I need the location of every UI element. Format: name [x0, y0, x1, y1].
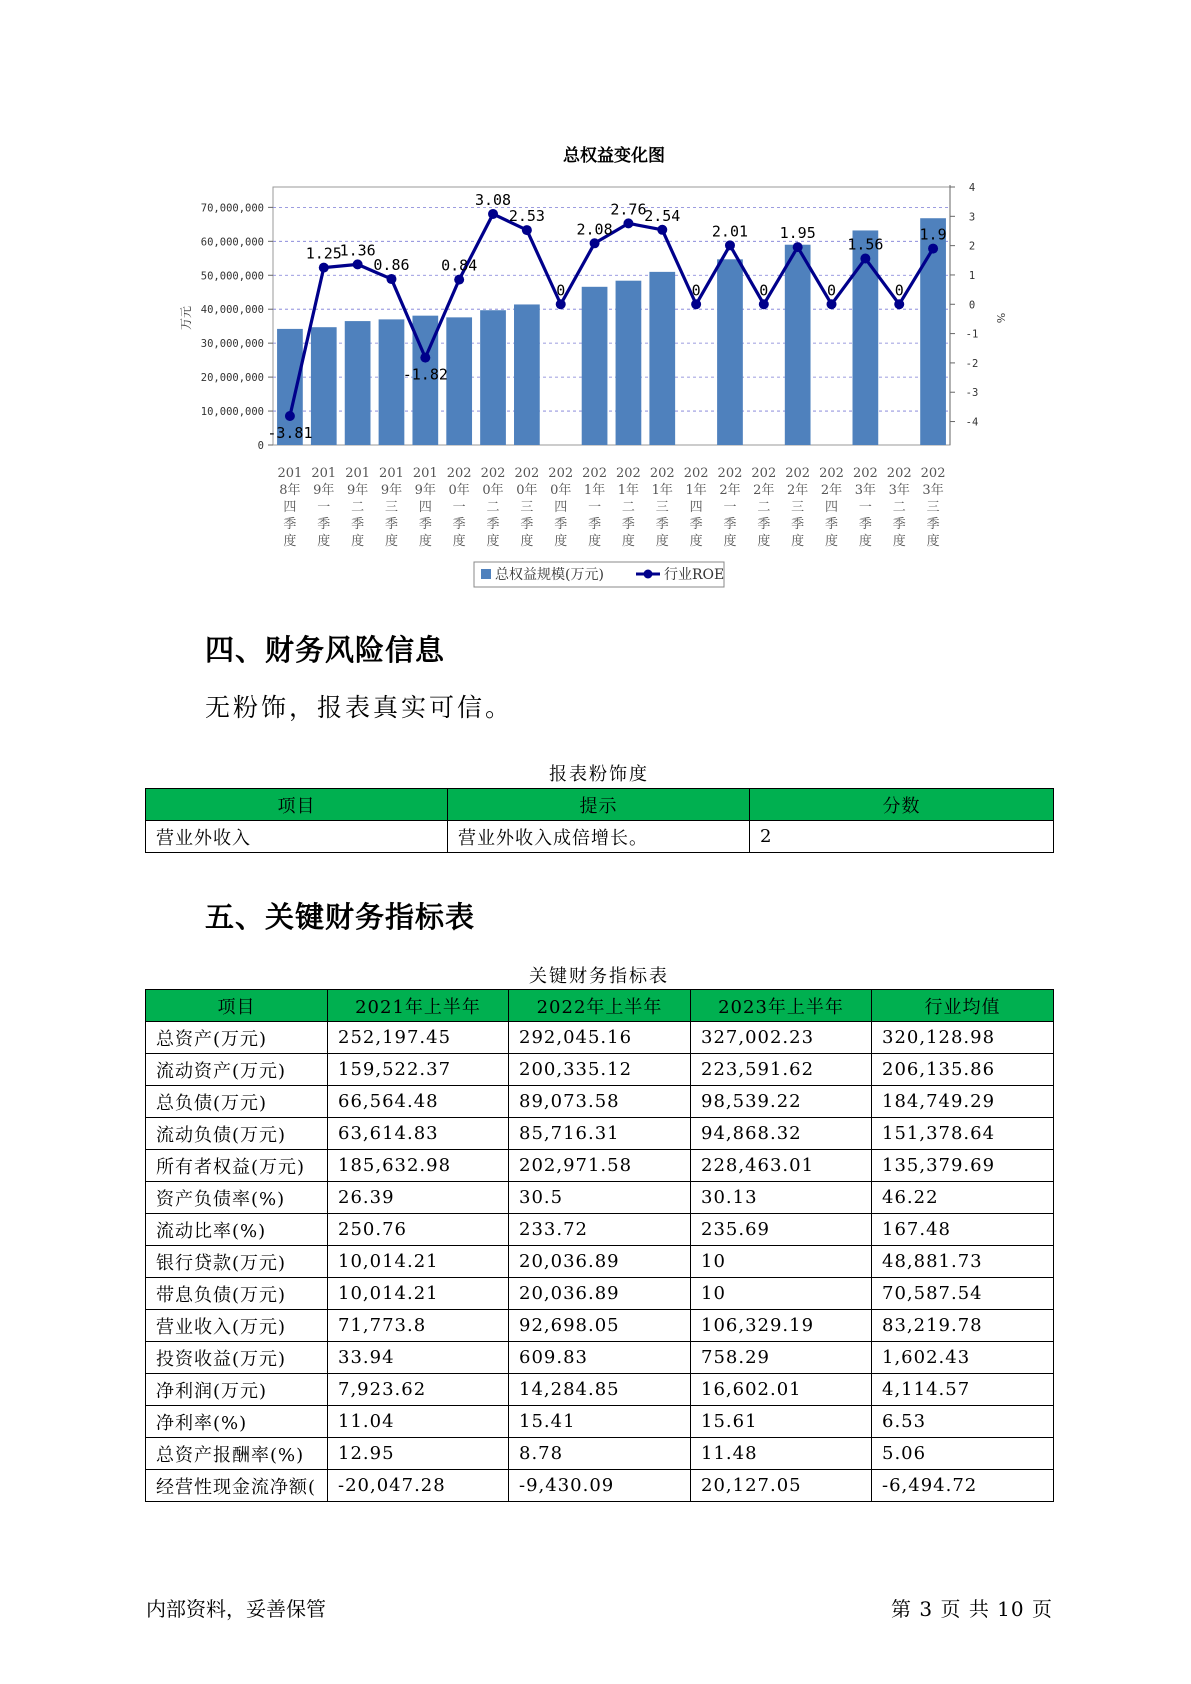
x-tick-label: 201	[379, 466, 404, 481]
cell-value: 12.95	[328, 1438, 509, 1470]
window-dressing-table-caption: 报表粉饰度	[549, 764, 649, 785]
x-tick-label: 二	[351, 500, 365, 515]
bar	[345, 321, 371, 445]
cell-value: 184,749.29	[872, 1086, 1054, 1118]
col-header-item: 项目	[146, 789, 448, 821]
cell-value: 83,219.78	[872, 1310, 1054, 1342]
cell-value: 609.83	[509, 1342, 691, 1374]
cell-value: 235.69	[691, 1214, 872, 1246]
cell-indicator-name: 营业收入(万元)	[146, 1310, 328, 1342]
x-tick-label: 度	[621, 534, 635, 549]
left-tick-label: 70,000,000	[200, 202, 264, 215]
roe-data-label: -3.81	[267, 423, 313, 442]
x-tick-label: 季	[791, 517, 805, 532]
bar	[514, 304, 540, 445]
table-row	[146, 1374, 1054, 1406]
x-tick-label: 202	[717, 466, 743, 481]
x-tick-label: 度	[418, 534, 432, 549]
roe-point	[590, 238, 600, 248]
cell-value: 16,602.01	[691, 1374, 872, 1406]
roe-point	[894, 299, 904, 309]
equity-chart	[0, 0, 1191, 600]
x-tick-label: 度	[791, 534, 805, 549]
chart-title: 总权益变化图	[563, 146, 665, 166]
table-row	[146, 1150, 1054, 1182]
right-tick-label: -1	[965, 328, 979, 341]
table-row	[146, 1182, 1054, 1214]
cell-value: 85,716.31	[509, 1118, 691, 1150]
bar	[582, 287, 608, 445]
cell-value: 202,971.58	[509, 1150, 691, 1182]
roe-data-label: 1.36	[339, 241, 376, 260]
cell-value: -6,494.72	[872, 1470, 1054, 1502]
left-tick-label: 0	[257, 440, 264, 452]
cell-value: 15.41	[509, 1406, 691, 1438]
x-tick-label: 季	[723, 517, 737, 532]
roe-point	[420, 353, 430, 363]
roe-data-label: 2.53	[508, 207, 545, 226]
roe-point	[725, 240, 735, 250]
x-tick-label: 9年	[346, 483, 369, 498]
x-tick-label: 季	[452, 517, 466, 532]
cell-indicator-name: 带息负债(万元)	[146, 1278, 328, 1310]
cell-value: 66,564.48	[328, 1086, 509, 1118]
x-tick-label: 3年	[854, 483, 877, 498]
right-tick-label: 4	[968, 182, 976, 194]
right-tick-label: 2	[968, 240, 976, 253]
right-tick-label: 3	[968, 211, 976, 224]
col-header-item: 项目	[146, 990, 328, 1022]
x-tick-label: 度	[486, 534, 500, 549]
x-tick-label: 二	[892, 500, 906, 515]
cell-value: 89,073.58	[509, 1086, 691, 1118]
x-tick-label: 202	[514, 466, 540, 481]
x-tick-label: 1年	[651, 483, 673, 498]
x-tick-label: 1年	[685, 483, 707, 498]
x-tick-label: 202	[920, 466, 946, 481]
x-tick-label: 四	[554, 500, 568, 515]
cell-score: 2	[750, 821, 1054, 853]
cell-value: 159,522.37	[328, 1054, 509, 1086]
cell-value: 92,698.05	[509, 1310, 691, 1342]
cell-indicator-name: 资产负债率(%)	[146, 1182, 328, 1214]
legend-bar-label: 总权益规模(万元)	[495, 567, 604, 583]
roe-point	[522, 225, 532, 235]
section4-title: 四、财务风险信息	[205, 633, 446, 667]
cell-value: -20,047.28	[328, 1470, 509, 1502]
left-tick-label: 60,000,000	[200, 236, 264, 249]
x-tick-label: 度	[554, 534, 568, 549]
x-tick-label: 度	[317, 534, 331, 549]
x-tick-label: 0年	[482, 483, 504, 498]
left-axis-label: 万元	[179, 305, 193, 331]
x-tick-label: 201	[345, 466, 371, 481]
roe-data-label: 0	[759, 281, 769, 300]
left-tick-label: 10,000,000	[200, 406, 264, 419]
x-tick-label: 度	[892, 534, 906, 549]
table-row	[146, 1342, 1054, 1374]
cell-value: 250.76	[328, 1214, 509, 1246]
cell-hint: 营业外收入成倍增长。	[448, 821, 750, 853]
right-tick-label: -2	[965, 357, 979, 370]
x-tick-label: 0年	[448, 483, 470, 498]
cell-value: 10,014.21	[328, 1246, 509, 1278]
cell-value: 135,379.69	[872, 1150, 1054, 1182]
x-tick-label: 二	[486, 500, 500, 515]
cell-value: 7,923.62	[328, 1374, 509, 1406]
cell-value: 228,463.01	[691, 1150, 872, 1182]
right-tick-label: -3	[965, 387, 979, 400]
x-tick-label: 2年	[787, 483, 809, 498]
x-tick-label: 度	[689, 534, 703, 549]
cell-value: 98,539.22	[691, 1086, 872, 1118]
legend-line-marker	[644, 570, 653, 579]
x-tick-label: 202	[446, 466, 472, 481]
cell-indicator-name: 流动负债(万元)	[146, 1118, 328, 1150]
left-tick-label: 40,000,000	[200, 304, 264, 317]
x-tick-label: 3年	[888, 483, 910, 498]
x-tick-label: 202	[683, 466, 709, 481]
roe-data-label: 1.56	[847, 235, 884, 254]
cell-value: 94,868.32	[691, 1118, 872, 1150]
x-tick-label: 202	[785, 466, 811, 481]
table-row	[146, 1406, 1054, 1438]
cell-value: -9,430.09	[509, 1470, 691, 1502]
cell-value: 46.22	[872, 1182, 1054, 1214]
legend-bar-swatch	[481, 569, 491, 579]
x-tick-label: 2年	[753, 483, 775, 498]
col-header-hint: 提示	[448, 789, 750, 821]
cell-indicator-name: 净利润(万元)	[146, 1374, 328, 1406]
x-tick-label: 1年	[583, 483, 606, 498]
roe-data-label: 2.54	[644, 206, 681, 225]
right-tick-label: -4	[965, 416, 979, 429]
cell-value: 206,135.86	[872, 1054, 1054, 1086]
cell-indicator-name: 总资产(万元)	[146, 1022, 328, 1054]
roe-data-label: 0	[556, 281, 566, 300]
x-tick-label: 202	[649, 466, 675, 481]
cell-value: 70,587.54	[872, 1278, 1054, 1310]
roe-data-label: 1.95	[779, 224, 816, 243]
table-row	[146, 1438, 1054, 1470]
x-tick-label: 202	[480, 466, 506, 481]
roe-data-label: 0	[894, 281, 904, 300]
x-tick-label: 三	[926, 500, 940, 515]
x-tick-label: 季	[689, 517, 703, 532]
cell-value: 71,773.8	[328, 1310, 509, 1342]
x-tick-label: 季	[520, 517, 534, 532]
table-row	[146, 1086, 1054, 1118]
footer-confidential-note: 内部资料，妥善保管	[146, 1597, 326, 1621]
x-tick-label: 一	[723, 500, 737, 515]
x-tick-label: 一	[858, 500, 872, 515]
cell-value: 20,036.89	[509, 1246, 691, 1278]
cell-value: 8.78	[509, 1438, 691, 1470]
x-tick-label: 四	[689, 500, 703, 515]
cell-indicator-name: 净利率(%)	[146, 1406, 328, 1438]
x-tick-label: 季	[858, 517, 872, 532]
col-header-2023h1: 2023年上半年	[691, 990, 872, 1022]
x-tick-label: 2年	[719, 483, 741, 498]
footer-page-number: 第 3 页 共 10 页	[891, 1597, 1053, 1621]
cell-value: 10	[691, 1246, 872, 1278]
bar	[649, 272, 675, 445]
cell-value: 30.13	[691, 1182, 872, 1214]
cell-value: 20,036.89	[509, 1278, 691, 1310]
roe-data-label: 2.08	[576, 220, 613, 239]
window-dressing-table	[145, 788, 1054, 853]
roe-point	[759, 299, 769, 309]
cell-value: 320,128.98	[872, 1022, 1054, 1054]
x-tick-label: 三	[520, 500, 534, 515]
cell-value: 758.29	[691, 1342, 872, 1374]
x-tick-label: 四	[418, 500, 432, 515]
table-row	[146, 1470, 1054, 1502]
roe-point	[793, 242, 803, 252]
x-tick-label: 1年	[617, 483, 640, 498]
x-tick-label: 三	[655, 500, 669, 515]
roe-point	[386, 274, 396, 284]
x-tick-label: 三	[384, 500, 398, 515]
bar	[446, 317, 472, 445]
roe-data-label: 2.01	[711, 222, 749, 241]
x-tick-label: 一	[317, 500, 331, 515]
roe-point	[285, 411, 295, 421]
equity-chart-svg	[0, 0, 1191, 600]
x-tick-label: 季	[757, 517, 771, 532]
roe-point	[657, 225, 667, 235]
x-tick-label: 二	[621, 500, 635, 515]
roe-point	[928, 244, 938, 254]
x-tick-label: 一	[588, 500, 602, 515]
cell-item: 营业外收入	[146, 821, 448, 853]
cell-value: 10	[691, 1278, 872, 1310]
cell-value: 4,114.57	[872, 1374, 1054, 1406]
section4-conclusion: 无粉饰，报表真实可信。	[205, 693, 514, 722]
cell-value: 5.06	[872, 1438, 1054, 1470]
cell-value: 233.72	[509, 1214, 691, 1246]
legend-line-label: 行业ROE	[664, 567, 725, 583]
col-header-2022h1: 2022年上半年	[509, 990, 691, 1022]
table-row	[146, 1022, 1054, 1054]
x-tick-label: 2年	[820, 483, 843, 498]
cell-value: 63,614.83	[328, 1118, 509, 1150]
cell-value: 327,002.23	[691, 1022, 872, 1054]
x-tick-label: 度	[926, 534, 940, 549]
x-tick-label: 一	[452, 500, 466, 515]
cell-value: 200,335.12	[509, 1054, 691, 1086]
section5-title: 五、关键财务指标表	[205, 900, 476, 934]
roe-point	[691, 299, 701, 309]
roe-data-label: 1.25	[305, 244, 342, 263]
left-tick-label: 20,000,000	[200, 372, 264, 385]
cell-value: 10,014.21	[328, 1278, 509, 1310]
roe-point	[319, 263, 329, 273]
cell-value: 1,602.43	[872, 1342, 1054, 1374]
x-tick-label: 8年	[279, 483, 301, 498]
cell-value: 151,378.64	[872, 1118, 1054, 1150]
x-tick-label: 202	[548, 466, 574, 481]
roe-point	[353, 259, 363, 269]
col-header-2021h1: 2021年上半年	[328, 990, 509, 1022]
table-row	[146, 1278, 1054, 1310]
cell-value: 252,197.45	[328, 1022, 509, 1054]
x-tick-label: 202	[751, 466, 777, 481]
cell-indicator-name: 银行贷款(万元)	[146, 1246, 328, 1278]
x-tick-label: 度	[655, 534, 669, 549]
x-tick-label: 201	[311, 466, 337, 481]
cell-indicator-name: 总负债(万元)	[146, 1086, 328, 1118]
bar	[379, 319, 405, 445]
cell-value: 185,632.98	[328, 1150, 509, 1182]
x-tick-label: 季	[655, 517, 669, 532]
x-tick-label: 季	[825, 517, 839, 532]
table-row	[146, 1054, 1054, 1086]
table-header-row	[146, 789, 1054, 821]
cell-value: 6.53	[872, 1406, 1054, 1438]
x-tick-label: 四	[825, 500, 839, 515]
cell-indicator-name: 总资产报酬率(%)	[146, 1438, 328, 1470]
x-tick-label: 季	[317, 517, 331, 532]
cell-indicator-name: 流动比率(%)	[146, 1214, 328, 1246]
table-row	[146, 1118, 1054, 1150]
bar	[480, 310, 506, 445]
x-tick-label: 三	[791, 500, 805, 515]
bar	[785, 245, 811, 445]
table-row	[146, 1214, 1054, 1246]
x-tick-label: 202	[819, 466, 844, 481]
cell-value: 26.39	[328, 1182, 509, 1214]
table-row	[146, 821, 1054, 853]
roe-data-label: 3.08	[474, 190, 512, 209]
table-row	[146, 1310, 1054, 1342]
x-tick-label: 202	[582, 466, 607, 481]
bar	[311, 327, 337, 445]
x-tick-label: 季	[418, 517, 432, 532]
table-header-row	[146, 990, 1054, 1022]
roe-point	[827, 299, 837, 309]
roe-point	[454, 275, 464, 285]
right-axis-label: %	[994, 312, 1007, 324]
cell-indicator-name: 所有者权益(万元)	[146, 1150, 328, 1182]
x-tick-label: 0年	[550, 483, 572, 498]
roe-data-label: 2.76	[610, 200, 647, 219]
x-tick-label: 度	[588, 534, 602, 549]
x-tick-label: 9年	[313, 483, 335, 498]
x-tick-label: 度	[723, 534, 737, 549]
roe-point	[860, 254, 870, 264]
cell-value: 15.61	[691, 1406, 872, 1438]
x-tick-label: 202	[852, 466, 878, 481]
cell-value: 14,284.85	[509, 1374, 691, 1406]
x-tick-label: 度	[384, 534, 398, 549]
col-header-industry-avg: 行业均值	[872, 990, 1054, 1022]
cell-indicator-name: 投资收益(万元)	[146, 1342, 328, 1374]
cell-value: 33.94	[328, 1342, 509, 1374]
cell-value: 11.48	[691, 1438, 872, 1470]
right-tick-label: 1	[968, 269, 976, 282]
x-tick-label: 度	[351, 534, 365, 549]
roe-point	[623, 218, 633, 228]
left-tick-label: 30,000,000	[200, 338, 264, 351]
x-tick-label: 9年	[380, 483, 403, 498]
x-tick-label: 201	[277, 466, 303, 481]
roe-data-label: 0	[827, 281, 837, 300]
x-tick-label: 度	[858, 534, 872, 549]
x-tick-label: 0年	[516, 483, 538, 498]
x-tick-label: 9年	[414, 483, 436, 498]
cell-indicator-name: 经营性现金流净额(	[146, 1470, 328, 1502]
x-tick-label: 季	[621, 517, 635, 532]
key-indicators-table-caption: 关键财务指标表	[529, 966, 669, 987]
bar	[717, 259, 743, 445]
table-row	[146, 1246, 1054, 1278]
cell-value: 48,881.73	[872, 1246, 1054, 1278]
key-indicators-table	[145, 989, 1054, 1502]
right-tick-label: 0	[968, 299, 976, 312]
roe-data-label: 0.86	[373, 256, 410, 275]
cell-value: 30.5	[509, 1182, 691, 1214]
cell-indicator-name: 流动资产(万元)	[146, 1054, 328, 1086]
cell-value: 20,127.05	[691, 1470, 872, 1502]
x-tick-label: 度	[825, 534, 839, 549]
left-tick-label: 50,000,000	[200, 270, 264, 283]
col-header-score: 分数	[750, 789, 1054, 821]
x-tick-label: 201	[412, 466, 438, 481]
roe-point	[556, 299, 566, 309]
x-tick-label: 季	[588, 517, 602, 532]
roe-data-label: 1.9	[919, 225, 947, 244]
x-tick-label: 3年	[922, 483, 944, 498]
roe-data-label: 0.84	[441, 256, 478, 275]
x-tick-label: 季	[486, 517, 500, 532]
x-tick-label: 度	[520, 534, 534, 549]
cell-value: 167.48	[872, 1214, 1054, 1246]
cell-value: 106,329.19	[691, 1310, 872, 1342]
x-tick-label: 度	[452, 534, 466, 549]
cell-value: 223,591.62	[691, 1054, 872, 1086]
x-tick-label: 四	[283, 500, 297, 515]
x-tick-label: 季	[926, 517, 940, 532]
x-tick-label: 二	[757, 500, 771, 515]
x-tick-label: 季	[384, 517, 398, 532]
x-tick-label: 季	[554, 517, 568, 532]
x-tick-label: 202	[886, 466, 912, 481]
x-tick-label: 季	[351, 517, 365, 532]
roe-data-label: -1.82	[402, 365, 448, 384]
x-tick-label: 度	[757, 534, 771, 549]
bar	[616, 281, 642, 445]
roe-data-label: 0	[691, 281, 701, 300]
cell-value: 292,045.16	[509, 1022, 691, 1054]
x-tick-label: 202	[616, 466, 641, 481]
roe-point	[488, 209, 498, 219]
cell-value: 11.04	[328, 1406, 509, 1438]
x-tick-label: 季	[283, 517, 297, 532]
x-tick-label: 季	[892, 517, 906, 532]
x-tick-label: 度	[283, 534, 297, 549]
